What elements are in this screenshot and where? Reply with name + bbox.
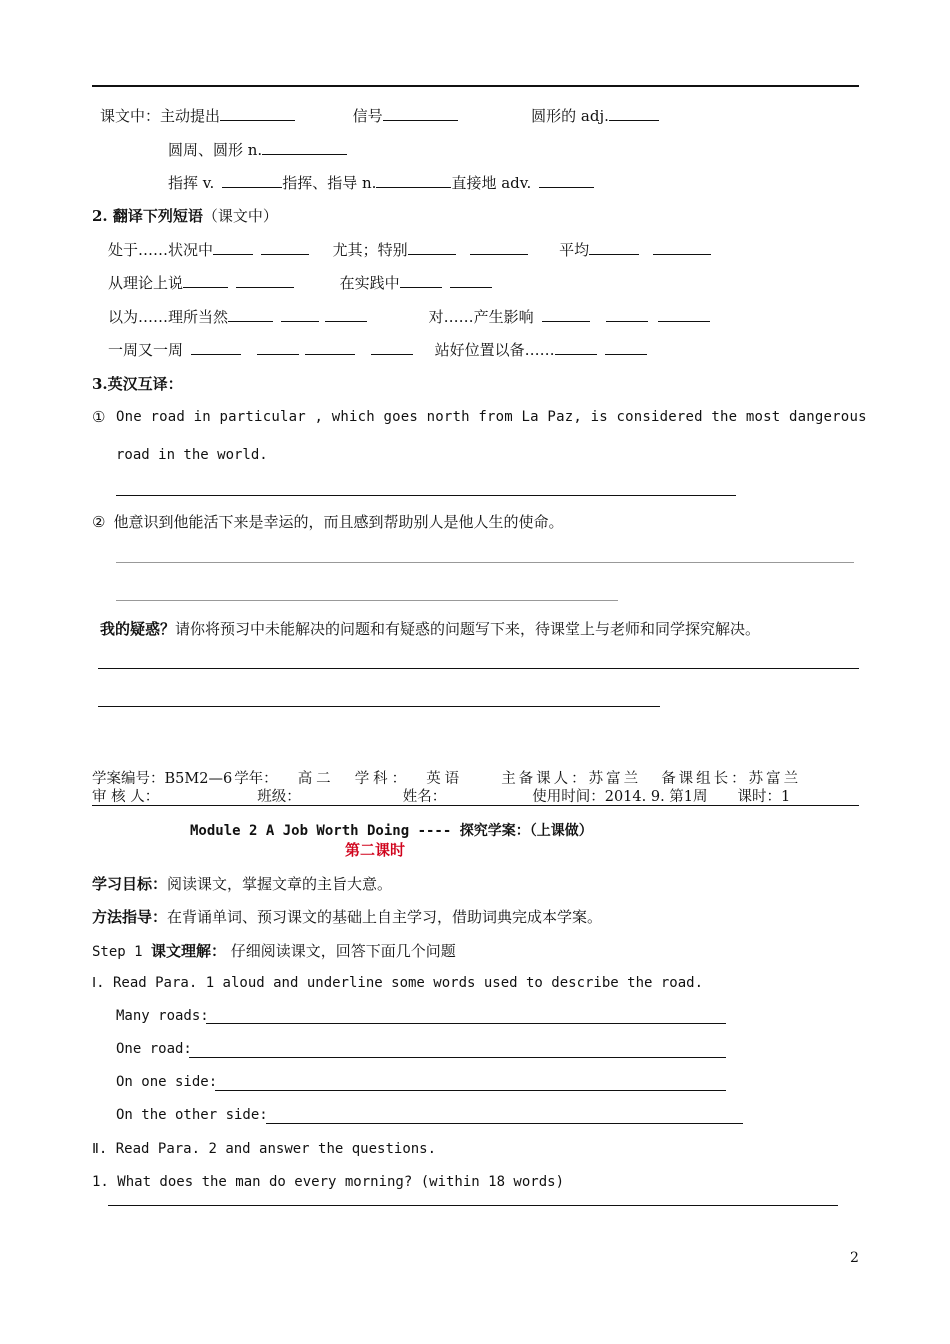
part1-item-many-roads: Many roads:	[116, 1008, 209, 1024]
part2-question-1: 1. What does the man do every morning? (within 18 words)	[92, 1174, 565, 1190]
part1-title: Ⅰ. Read Para. 1 aloud and underline some words used to describe the road.	[92, 975, 703, 991]
vocab-label-circular: 圆形的 adj.	[531, 107, 609, 125]
phrase-row-1: 处于……状况中 尤其；特别 平均	[108, 240, 711, 260]
step-1: Step 1 课文理解： 仔细阅读课文，回答下面几个问题	[92, 942, 456, 960]
top-rule	[92, 85, 859, 87]
answer-line-2a	[116, 562, 854, 563]
part1-item-one-road: One road:	[116, 1041, 192, 1057]
translate-item-2: ② 他意识到他能活下来是幸运的，而且感到帮助别人是他人生的使命。	[92, 513, 564, 531]
part1-line-3	[215, 1090, 726, 1091]
doubt-prompt: 我的疑惑？请你将预习中未能解决的问题和有疑惑的问题写下来，待课堂上与老师和同学探究解决。	[100, 620, 761, 638]
vocab-label-direct-v: 指挥 v.	[168, 174, 215, 192]
doubt-line-1	[98, 668, 859, 669]
part1-item-one-side: On one side:	[116, 1074, 218, 1090]
vocab-row-1	[100, 106, 659, 126]
vocab-label-directly: 直接地 adv.	[451, 174, 532, 192]
part1-line-2	[189, 1057, 726, 1058]
header-rule	[92, 805, 859, 806]
section3-title: 3.英汉互译：	[92, 375, 183, 393]
lesson-subtitle: 第二课时	[345, 841, 406, 859]
part1-item-other-side: On the other side:	[116, 1107, 268, 1123]
answer-line-2b	[116, 600, 618, 601]
part1-line-4	[266, 1123, 743, 1124]
vocab-label-offer: 课文中：主动提出	[100, 107, 221, 125]
phrase-row-3: 以为……理所当然 对……产生影响	[108, 307, 710, 327]
method-guide: 方法指导：在背诵单词、预习课文的基础上自主学习，借助词典完成本学案。	[92, 908, 603, 926]
answer-line-1	[116, 495, 736, 496]
part2-answer-line	[108, 1205, 838, 1206]
section2-title: 2. 翻译下列短语（课文中）	[92, 207, 278, 225]
learning-goal: 学习目标：阅读课文，掌握文章的主旨大意。	[92, 875, 393, 893]
phrase-row-2: 从理论上说 在实践中	[108, 273, 492, 293]
module-title: Module 2 A Job Worth Doing ---- 探究学案：（上课做）	[190, 823, 593, 839]
header-row-1: 学案编号：B5M2—6 学年： 高二 学科： 英语 主备课人：苏富兰 备课组长：苏富兰	[92, 771, 802, 787]
vocab-row-3	[168, 173, 594, 193]
vocab-label-signal: 信号	[352, 107, 383, 125]
page-number: 2	[850, 1250, 859, 1266]
vocab-label-direction-n: 指挥、指导 n.	[282, 174, 377, 192]
vocab-row-2	[168, 140, 347, 160]
part2-title: Ⅱ. Read Para. 2 and answer the questions.	[92, 1141, 437, 1157]
phrase-row-4: 一周又一周 站好位置以备……	[108, 340, 647, 360]
part1-line-1	[206, 1023, 726, 1024]
header-row-2: 审 核 人： 班级： 姓名： 使用时间：2014. 9. 第1周 课时：1	[92, 789, 791, 805]
vocab-label-circle: 圆周、圆形 n.	[168, 141, 263, 159]
doubt-line-2	[98, 706, 660, 707]
